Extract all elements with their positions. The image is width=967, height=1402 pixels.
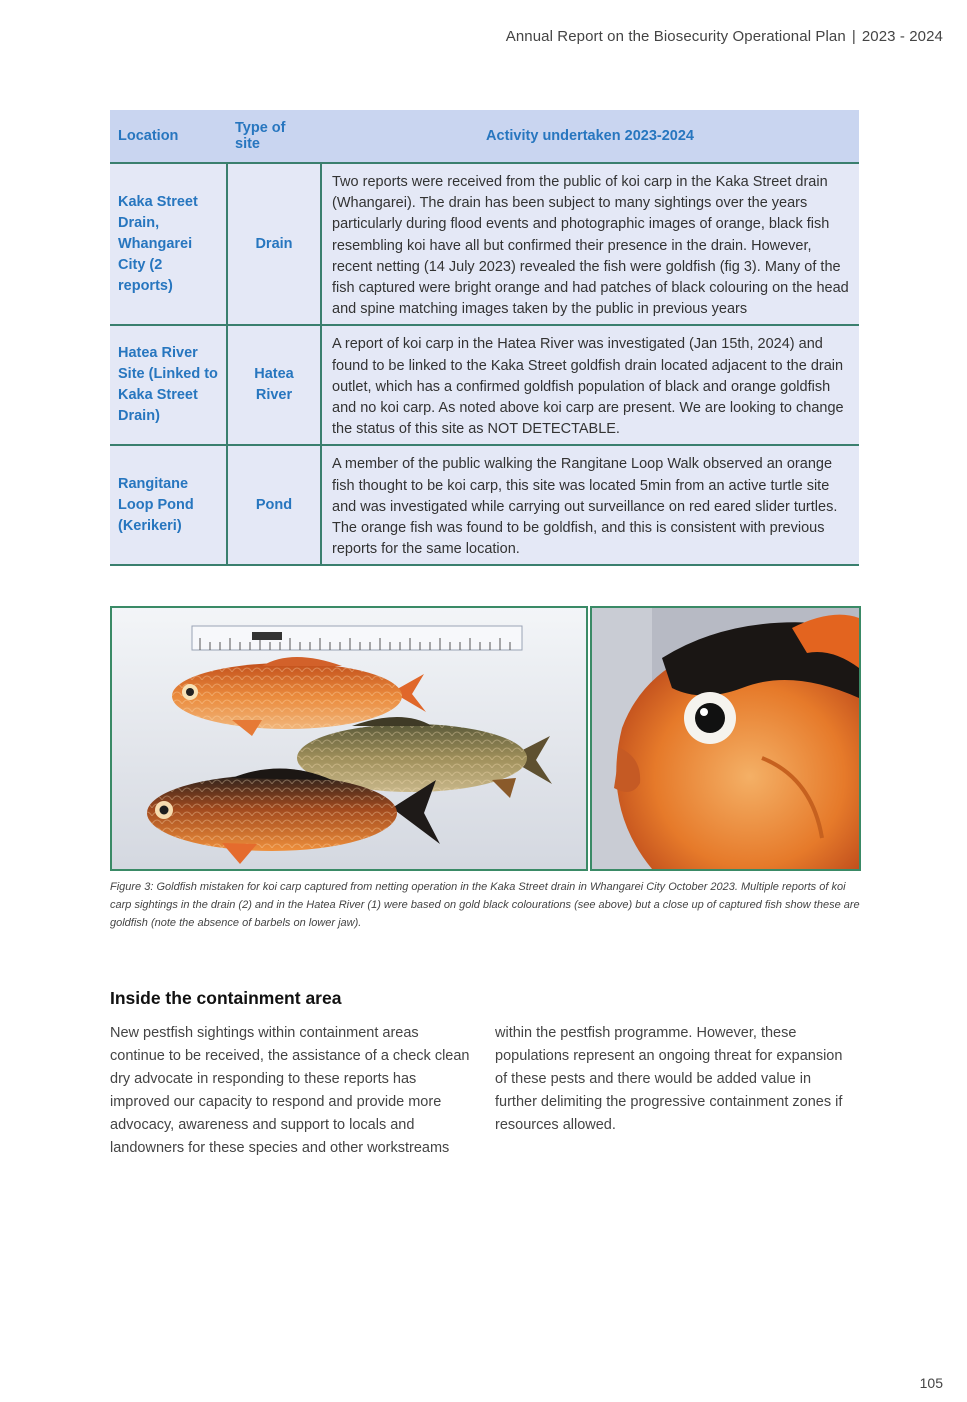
activity-cell: A member of the public walking the Rangitane Loop Walk observed an orange fish thought to be koi carp, this site was located 5min from an active turtle site and was investigated while carrying out surveillance on red eared slider turtles. The orange fish was found to be goldfish, and this is consistent with previous reports for the same location. [321,445,859,565]
header-separator: | [851,28,856,45]
activity-cell: Two reports were received from the public of koi carp in the Kaka Street drain (Whangarei). The drain has been subject to many sightings over the years particularly during flood events and photographic images of orange, black fish resembling koi have all but confirmed their presence in the drain. However, recent netting (14 July 2023) revealed the fish were goldfish (fig 3). Many of the fish captured were bright orange and had patches of black colouring on the head and spine matching images taken by the public in previous years [321,163,859,325]
type-cell: Hatea River [227,325,321,445]
report-years: 2023 - 2024 [861,28,943,45]
body-text-column-2: within the pestfish programme. However, these populations represent an ongoing threat for expansion of these pests and there would be added value in further delimiting the progressive containment zones if resources allowed. [495,1025,843,1133]
header-type: Type of site [227,110,321,163]
goldfish-tray-illustration [112,608,586,869]
body-text-column-1: New pestfish sightings within containment areas continue to be received, the assistance of a check clean dry advocate in responding to these reports has improved our capacity to respond and provide more advocacy, awareness and support to locals and landowners for these species and other workstreams [110,1025,470,1156]
running-header [506,28,943,45]
goldfish-head-illustration [592,608,859,869]
sites-table [110,110,859,566]
activity-cell: A report of koi carp in the Hatea River was investigated (Jan 15th, 2024) and found to be linked to the Kaka Street goldfish drain located adjacent to the drain outlet, which has a confirmed goldfish population of black and orange goldfish and no koi carp. As noted above koi carp are present. We are looking to change the status of this site as NOT DETECTABLE. [321,325,859,445]
type-cell: Pond [227,445,321,565]
goldfish-photo [110,606,588,871]
goldfish-closeup-photo [590,606,861,871]
report-title: Annual Report on the Biosecurity Operational Plan [505,28,846,45]
table-row [110,163,859,325]
location-cell: Kaka Street Drain, Whangarei City (2 reports) [110,163,227,325]
table-row [110,325,859,445]
section-heading: Inside the containment area [110,988,342,1008]
location-cell: Rangitane Loop Pond (Kerikeri) [110,445,227,565]
location-cell: Hatea River Site (Linked to Kaka Street Drain) [110,325,227,445]
table-row [110,445,859,565]
header-location: Location [110,110,227,163]
type-cell: Drain [227,163,321,325]
figure-caption: Figure 3: Goldfish mistaken for koi carp captured from netting operation in the Kaka Street drain in Whangarei City October 2023. Multiple reports of koi carp sightings in the drain (2) and in the Hatea River (1) were based on gold black colourations (see above) but a close up of captured fish show these are goldfish (note the absence of barbels on lower jaw). [110,881,860,929]
table-header-row [110,110,859,163]
header-activity: Activity undertaken 2023-2024 [321,110,859,163]
page-number: 105 [919,1375,943,1391]
